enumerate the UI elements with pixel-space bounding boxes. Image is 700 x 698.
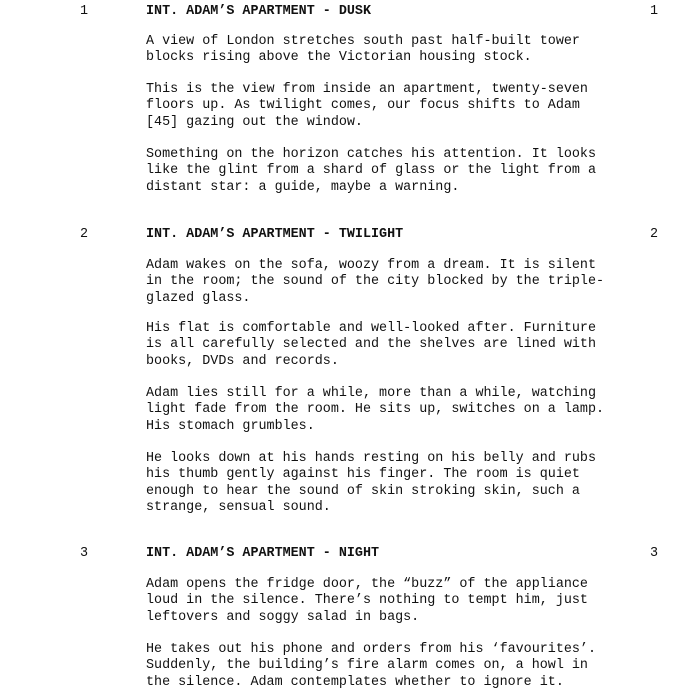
action-paragraph: He looks down at his hands resting on his belly and rubs his thumb gently against his finger. The room is quiet enough to hear the sound of skin stroking skin, such a strange, sensual sound. bbox=[146, 451, 596, 516]
scene-number-right: 2 bbox=[650, 227, 659, 242]
action-paragraph: Adam wakes on the sofa, woozy from a dream. It is silent in the room; the sound of the city blocked by the triple- glazed glass. bbox=[146, 258, 605, 306]
action-paragraph: His flat is comfortable and well-looked after. Furniture is all carefully selected and the shelves are lined with books, DVDs and records. bbox=[146, 321, 596, 369]
scene-number-right: 1 bbox=[650, 4, 659, 19]
scene-heading: INT. ADAM’S APARTMENT - TWILIGHT bbox=[146, 227, 404, 242]
scene-number-left: 3 bbox=[80, 546, 89, 561]
action-paragraph: Adam opens the fridge door, the “buzz” of the appliance loud in the silence. There’s nothing to tempt him, just leftovers and soggy salad in bags. bbox=[146, 577, 588, 625]
scene-heading: INT. ADAM’S APARTMENT - NIGHT bbox=[146, 546, 380, 561]
scene-number-left: 1 bbox=[80, 4, 89, 19]
scene-heading: INT. ADAM’S APARTMENT - DUSK bbox=[146, 4, 371, 19]
action-paragraph: This is the view from inside an apartment, twenty-seven floors up. As twilight comes, our focus shifts to Adam [45] gazing out the window. bbox=[146, 82, 588, 130]
action-paragraph: A view of London stretches south past half-built tower blocks rising above the Victorian housing stock. bbox=[146, 34, 580, 66]
scene-number-right: 3 bbox=[650, 546, 659, 561]
scene-number-left: 2 bbox=[80, 227, 89, 242]
action-paragraph: Something on the horizon catches his attention. It looks like the glint from a shard of glass or the light from a distant star: a guide, maybe a warning. bbox=[146, 147, 596, 195]
action-paragraph: Adam lies still for a while, more than a while, watching light fade from the room. He sits up, switches on a lamp. His stomach grumbles. bbox=[146, 386, 605, 434]
action-paragraph: He takes out his phone and orders from his ‘favourites’. Suddenly, the building’s fire alarm comes on, a howl in the silence. Adam contemplates whether to ignore it. bbox=[146, 642, 596, 690]
